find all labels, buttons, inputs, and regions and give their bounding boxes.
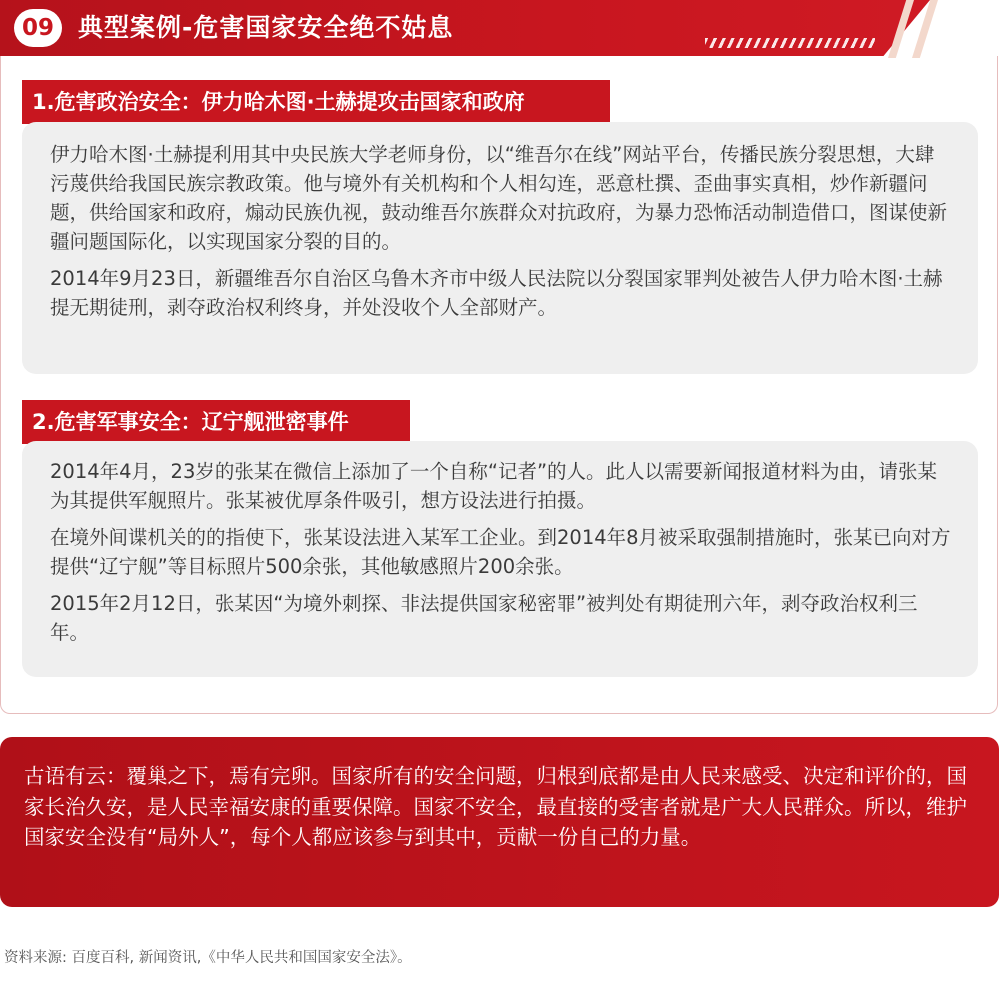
case-2-title: 2.危害军事安全：辽宁舰泄密事件 [22, 400, 410, 444]
source-note: 资料来源: 百度百科, 新闻资讯,《中华人民共和国国家安全法》。 [4, 950, 412, 966]
conclusion-text: 古语有云：覆巢之下，焉有完卵。国家所有的安全问题，归根到底都是由人民来感受、决定和评价的，国家长治久安，是人民幸福安康的重要保障。国家不安全，最直接的受害者就是广大人民群众。所以，维护国家安全没有“局外人”，每个人都应该参与到其中，贡献一份自己的力量。 [24, 764, 967, 849]
case-2-paragraph: 2015年2月12日，张某因“为境外刺探、非法提供国家秘密罪”被判处有期徒刑六年，剥夺政治权利三年。 [50, 592, 918, 644]
section-number-badge: 09 [14, 9, 62, 47]
case-2-card [22, 441, 978, 677]
decorative-stripes [705, 38, 875, 48]
case-2-paragraph: 在境外间谍机关的的指使下，张某设法进入某军工企业。到2014年8月被采取强制措施时，张某已向对方提供“辽宁舰”等目标照片500余张，其他敏感照片200余张。 [50, 526, 951, 578]
conclusion-box [0, 737, 999, 907]
case-1-paragraph: 伊力哈木图·土赫提利用其中央民族大学老师身份，以“维吾尔在线”网站平台，传播民族分裂思想，大肆污蔑供给我国民族宗教政策。他与境外有关机构和个人相勾连，恶意杜撰、歪曲事实真相，炒作新疆问题，供给国家和政府，煽动民族仇视，鼓动维吾尔族群众对抗政府，为暴力恐怖活动制造借口，图谋使新疆问题国际化，以实现国家分裂的目的。 [50, 143, 948, 253]
page-title: 典型案例-危害国家安全绝不姑息 [78, 13, 454, 42]
case-1-paragraph: 2014年9月23日，新疆维吾尔自治区乌鲁木齐市中级人民法院以分裂国家罪判处被告人伊力哈木图·土赫提无期徒刑，剥夺政治权利终身，并处没收个人全部财产。 [50, 267, 943, 319]
case-2-paragraph: 2014年4月，23岁的张某在微信上添加了一个自称“记者”的人。此人以需要新闻报道材料为由，请张某为其提供军舰照片。张某被优厚条件吸引，想方设法进行拍摄。 [50, 460, 938, 512]
case-1-card [22, 122, 978, 374]
case-1-title: 1.危害政治安全：伊力哈木图·土赫提攻击国家和政府 [22, 80, 610, 124]
